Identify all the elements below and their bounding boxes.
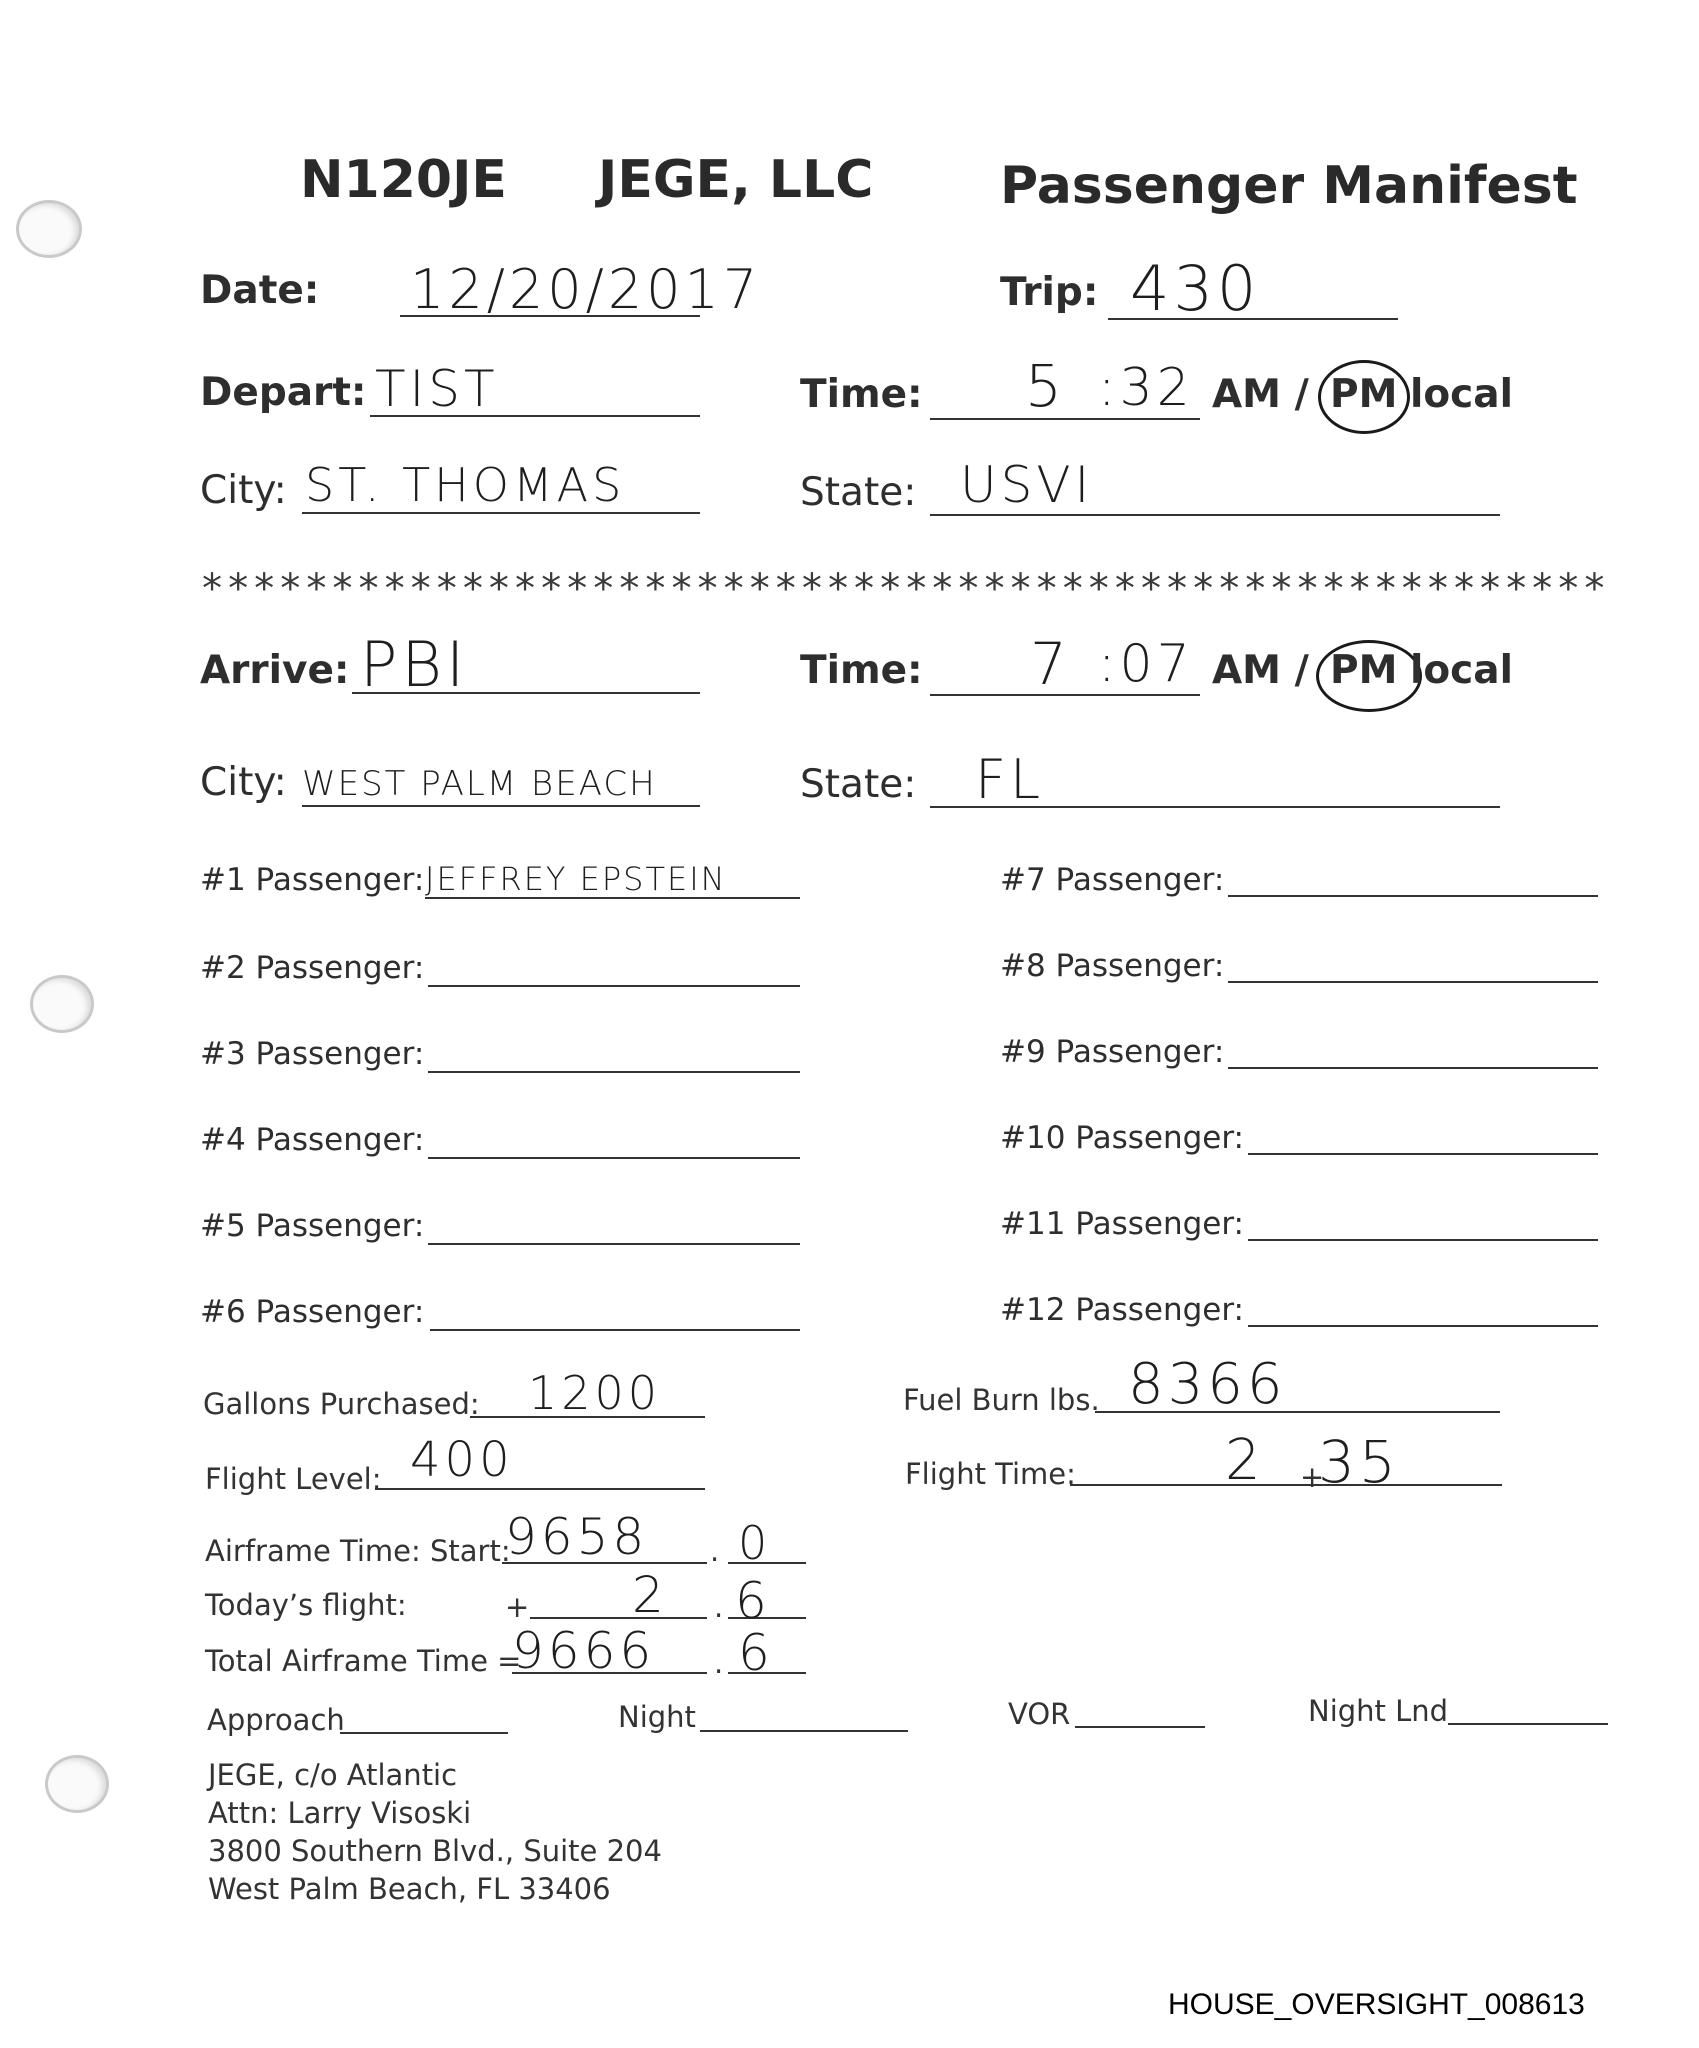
punch-hole-middle: [30, 975, 94, 1033]
depart-pm-label: PM: [1330, 372, 1398, 417]
bates-number: HOUSE_OVERSIGHT_008613: [1168, 1988, 1585, 2021]
depart-time-label: Time:: [800, 372, 923, 417]
depart-city-line: [302, 512, 700, 514]
vor-label: VOR: [1008, 1697, 1071, 1731]
punch-hole-bottom: [45, 1755, 109, 1813]
passenger-8-line: [1228, 981, 1598, 983]
arrive-time-minute: :07: [1098, 634, 1194, 694]
passenger-6-label: #6 Passenger:: [200, 1294, 425, 1330]
arrive-time-hour: 7: [1030, 630, 1071, 698]
trip-label: Trip:: [1000, 270, 1099, 315]
passenger-9-line: [1228, 1067, 1598, 1069]
arrive-pm-circle: [1316, 640, 1422, 712]
arrive-pm-label: PM: [1330, 648, 1398, 693]
fuel-burn-label: Fuel Burn lbs.: [903, 1383, 1100, 1417]
tail-number: N120JE: [300, 150, 507, 210]
arrive-city-label: City:: [200, 760, 287, 805]
night-landing-line: [1448, 1723, 1608, 1725]
depart-city-value: ST. THOMAS: [305, 458, 626, 512]
total-airframe-label: Total Airframe Time =: [205, 1644, 522, 1678]
approach-line: [340, 1732, 508, 1734]
punch-hole-top: [16, 200, 82, 258]
depart-state-line: [930, 514, 1500, 516]
address-line-4: West Palm Beach, FL 33406: [208, 1872, 611, 1906]
total-airframe-tenth: 6: [738, 1624, 774, 1682]
depart-state-value: USVI: [960, 456, 1094, 514]
arrive-state-value: FL: [975, 748, 1045, 811]
depart-time-hour: 5: [1025, 352, 1066, 420]
passenger-8-label: #8 Passenger:: [1000, 948, 1225, 984]
passenger-9-label: #9 Passenger:: [1000, 1034, 1225, 1070]
passenger-5-label: #5 Passenger:: [200, 1208, 425, 1244]
passenger-4-line: [428, 1157, 800, 1159]
arrive-city-value: WEST PALM BEACH: [302, 764, 657, 804]
passenger-2-label: #2 Passenger:: [200, 950, 425, 986]
todays-flight-whole-line: [530, 1617, 707, 1619]
passenger-1-value: JEFFREY EPSTEIN: [425, 860, 727, 898]
flight-time-minutes: 35: [1318, 1428, 1400, 1496]
flight-time-label: Flight Time:: [905, 1457, 1076, 1491]
address-line-3: 3800 Southern Blvd., Suite 204: [208, 1834, 662, 1868]
vor-line: [1075, 1726, 1205, 1728]
company-name: JEGE, LLC: [598, 150, 874, 210]
depart-value: TIST: [375, 360, 499, 418]
approach-label: Approach: [207, 1703, 345, 1737]
flight-time-line: [1070, 1484, 1502, 1486]
flight-time-hours: 2: [1225, 1428, 1265, 1493]
depart-time-minute: :32: [1098, 358, 1194, 418]
gallons-purchased-value: 1200: [528, 1366, 662, 1420]
todays-flight-label: Today’s flight:: [205, 1588, 407, 1622]
passenger-7-line: [1228, 895, 1598, 897]
airframe-start-label: Airframe Time: Start:: [205, 1534, 511, 1568]
arrive-value: PBI: [360, 628, 469, 701]
arrive-am-label: AM /: [1212, 648, 1309, 693]
fuel-burn-value: 8366: [1128, 1352, 1287, 1417]
depart-local-label: local: [1410, 372, 1513, 417]
passenger-12-line: [1248, 1325, 1598, 1327]
depart-label: Depart:: [200, 370, 367, 415]
depart-am-label: AM /: [1212, 372, 1309, 417]
depart-city-label: City:: [200, 468, 287, 513]
passenger-5-line: [428, 1243, 800, 1245]
gallons-purchased-label: Gallons Purchased:: [203, 1387, 480, 1421]
night-label: Night: [618, 1700, 696, 1734]
address-block: [208, 1756, 662, 1908]
passenger-10-line: [1248, 1153, 1598, 1155]
arrive-label: Arrive:: [200, 648, 350, 693]
passenger-11-label: #11 Passenger:: [1000, 1206, 1244, 1242]
address-line-2: Attn: Larry Visoski: [208, 1796, 472, 1830]
arrive-city-line: [302, 805, 700, 807]
passenger-7-label: #7 Passenger:: [1000, 862, 1225, 898]
passenger-10-label: #10 Passenger:: [1000, 1120, 1244, 1156]
date-label: Date:: [200, 268, 320, 313]
date-value: 12/20/2017: [410, 258, 762, 321]
arrive-state-label: State:: [800, 762, 917, 807]
depart-state-label: State:: [800, 470, 917, 515]
asterisk-separator: ******************************************************: [200, 566, 1609, 612]
passenger-2-line: [428, 985, 800, 987]
total-airframe-dot: .: [714, 1646, 724, 1680]
airframe-start-tenth: 0: [738, 1516, 772, 1570]
address-line-1: JEGE, c/o Atlantic: [208, 1758, 458, 1792]
passenger-6-line: [430, 1329, 800, 1331]
passenger-12-label: #12 Passenger:: [1000, 1292, 1244, 1328]
total-airframe-whole: 9666: [512, 1622, 656, 1680]
passenger-1-label: #1 Passenger:: [200, 862, 425, 898]
night-line: [700, 1730, 908, 1732]
arrive-local-label: local: [1410, 648, 1513, 693]
flight-level-label: Flight Level:: [205, 1462, 382, 1496]
flight-time-separator: +: [1300, 1460, 1325, 1494]
todays-flight-whole: 2: [632, 1566, 668, 1624]
flight-level-line: [375, 1488, 705, 1490]
passenger-3-label: #3 Passenger:: [200, 1036, 425, 1072]
airframe-start-dot: .: [710, 1534, 720, 1568]
night-landing-label: Night Lnd: [1308, 1694, 1449, 1728]
depart-pm-circle: [1318, 360, 1410, 434]
todays-flight-dot: .: [714, 1590, 724, 1624]
trip-value: 430: [1130, 252, 1261, 325]
passenger-4-label: #4 Passenger:: [200, 1122, 425, 1158]
flight-level-value: 400: [410, 1432, 514, 1488]
airframe-start-whole: 9658: [505, 1508, 649, 1566]
todays-flight-plus: +: [505, 1590, 530, 1624]
arrive-time-label: Time:: [800, 648, 923, 693]
passenger-3-line: [428, 1071, 800, 1073]
form-title: Passenger Manifest: [1000, 156, 1578, 216]
todays-flight-tenth: 6: [735, 1572, 771, 1630]
passenger-11-line: [1248, 1239, 1598, 1241]
